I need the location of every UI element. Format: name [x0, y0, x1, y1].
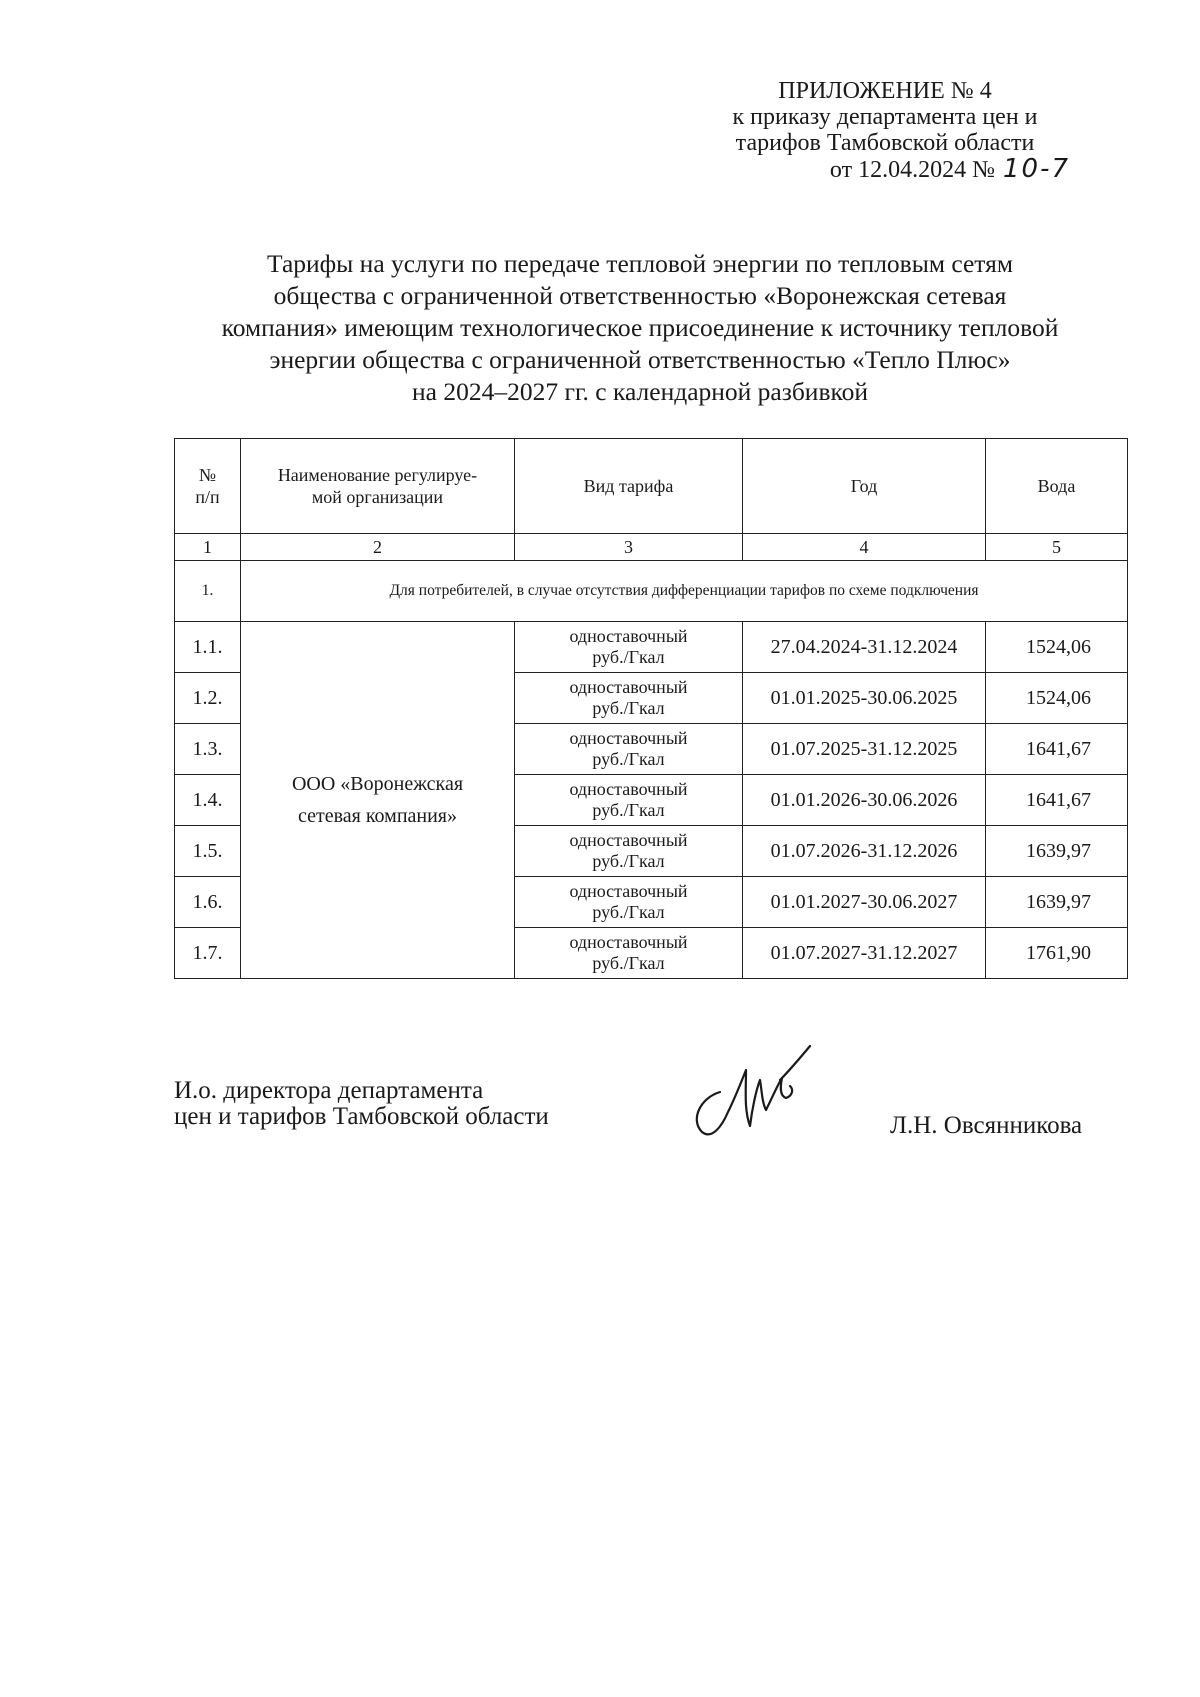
row-tariff-type: одноставочный руб./Гкал	[515, 724, 743, 775]
row-tariff-type: одноставочный руб./Гкал	[515, 877, 743, 928]
row-period: 27.04.2024-31.12.2024	[743, 622, 986, 673]
row-period: 01.07.2025-31.12.2025	[743, 724, 986, 775]
appendix-title: ПРИЛОЖЕНИЕ № 4	[778, 78, 992, 104]
title-line-5: на 2024–2027 гг. с календарной разбивкой	[412, 377, 868, 406]
title-line-3: компания» имеющим технологическое присоединение к источнику тепловой	[221, 313, 1059, 342]
section-label: Для потребителей, в случае отсутствия дифференциации тарифов по схеме подключения	[241, 561, 1128, 622]
col-index: 1	[175, 534, 241, 561]
row-value: 1641,67	[986, 724, 1128, 775]
org-name-cell: ООО «Воронежская сетевая компания»	[241, 622, 515, 979]
appendix-date: от 12.04.2024 №	[829, 157, 995, 183]
signatory-role	[174, 1078, 549, 1130]
table-row	[175, 622, 1128, 673]
row-tariff-type: одноставочный руб./Гкал	[515, 673, 743, 724]
table-header-row	[175, 439, 1128, 534]
row-period: 01.01.2026-30.06.2026	[743, 775, 986, 826]
row-value: 1524,06	[986, 673, 1128, 724]
section-num: 1.	[175, 561, 241, 622]
row-value: 1641,67	[986, 775, 1128, 826]
signatory-role-line-1: И.о. директора департамента	[174, 1077, 484, 1104]
tariffs-table	[174, 438, 1128, 979]
row-num: 1.1.	[175, 622, 241, 673]
row-num: 1.7.	[175, 928, 241, 979]
column-index-row	[175, 534, 1128, 561]
header-num: № п/п	[175, 439, 241, 534]
appendix-date-line	[690, 156, 1080, 183]
appendix-line-2: тарифов Тамбовской области	[735, 130, 1035, 156]
row-period: 01.07.2027-31.12.2027	[743, 928, 986, 979]
document-title	[170, 248, 1110, 408]
title-line-4: энергии общества с ограниченной ответственностью «Тепло Плюс»	[269, 345, 1011, 374]
col-index: 3	[515, 534, 743, 561]
signatory-role-line-2: цен и тарифов Тамбовской области	[174, 1103, 549, 1130]
header-year: Год	[743, 439, 986, 534]
title-line-1: Тарифы на услуги по передаче тепловой энергии по тепловым сетям	[267, 249, 1013, 278]
row-value: 1639,97	[986, 877, 1128, 928]
col-index: 5	[986, 534, 1128, 561]
header-type: Вид тарифа	[515, 439, 743, 534]
row-num: 1.6.	[175, 877, 241, 928]
appendix-header	[690, 78, 1080, 183]
row-value: 1639,97	[986, 826, 1128, 877]
section-row	[175, 561, 1128, 622]
header-org: Наименование регулируе- мой организации	[241, 439, 515, 534]
order-number-handwritten: 10-7	[1002, 154, 1070, 184]
col-index: 2	[241, 534, 515, 561]
row-value: 1761,90	[986, 928, 1128, 979]
signatory-name: Л.Н. Овсянникова	[890, 1112, 1083, 1139]
row-period: 01.01.2027-30.06.2027	[743, 877, 986, 928]
row-num: 1.3.	[175, 724, 241, 775]
row-tariff-type: одноставочный руб./Гкал	[515, 826, 743, 877]
row-tariff-type: одноставочный руб./Гкал	[515, 622, 743, 673]
header-water: Вода	[986, 439, 1128, 534]
row-period: 01.07.2026-31.12.2026	[743, 826, 986, 877]
row-tariff-type: одноставочный руб./Гкал	[515, 775, 743, 826]
title-line-2: общества с ограниченной ответственностью «Воронежская сетевая	[273, 281, 1007, 310]
row-num: 1.5.	[175, 826, 241, 877]
row-value: 1524,06	[986, 622, 1128, 673]
row-tariff-type: одноставочный руб./Гкал	[515, 928, 743, 979]
row-num: 1.4.	[175, 775, 241, 826]
col-index: 4	[743, 534, 986, 561]
row-num: 1.2.	[175, 673, 241, 724]
appendix-line-1: к приказу департамента цен и	[732, 104, 1038, 130]
handwritten-signature	[680, 1040, 830, 1150]
row-period: 01.01.2025-30.06.2025	[743, 673, 986, 724]
